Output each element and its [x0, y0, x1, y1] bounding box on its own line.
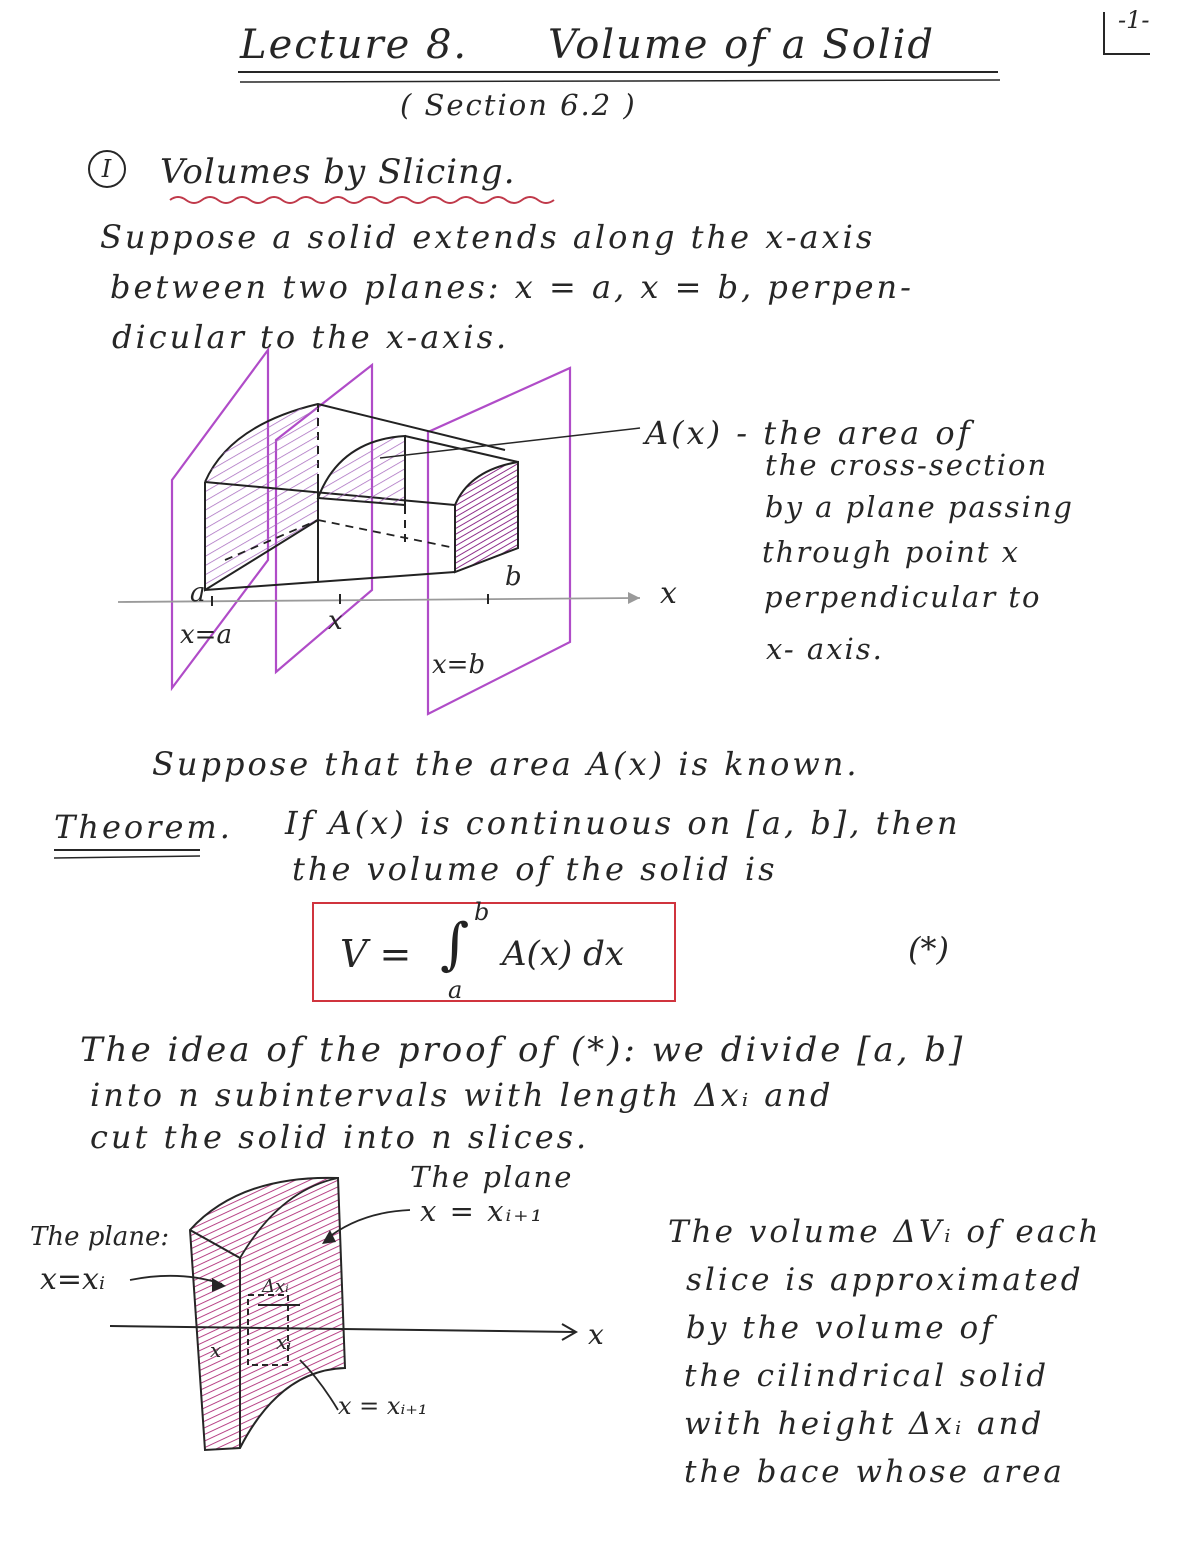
suppose-area-known: Suppose that the area A(x) is known.	[152, 745, 860, 783]
slice-line-6: the bace whose area	[684, 1454, 1065, 1490]
section-heading: Volumes by Slicing.	[160, 152, 516, 192]
fig1-callout-line-2: by a plane passing	[765, 490, 1074, 524]
fig1-plane-a-label: x=a	[180, 620, 232, 650]
fig1-callout-title: A(x) - the area of	[645, 414, 973, 452]
proof-line-3: cut the solid into n slices.	[90, 1118, 590, 1156]
formula-tag: (*)	[908, 930, 949, 968]
section-reference: ( Section 6.2 )	[400, 88, 637, 122]
proof-line-1: The idea of the proof of (*): we divide [a, b]	[80, 1030, 966, 1070]
formula-integrand: A(x) dx	[502, 934, 625, 974]
slice-line-5: with height Δxᵢ and	[684, 1406, 1045, 1442]
fig1-callout-line-4: perpendicular to	[764, 580, 1042, 614]
fig1-label-x-tick: x	[328, 606, 343, 636]
lower-limit: a	[448, 976, 463, 1004]
lecture-number: Lecture 8.	[240, 22, 469, 68]
intro-line-1: Suppose a solid extends along the x-axis	[100, 218, 876, 256]
integral-sign: ∫	[440, 912, 470, 977]
slice-line-1: The volume ΔVᵢ of each	[668, 1214, 1102, 1250]
fig1-axis-label: x	[660, 576, 677, 611]
formula-lhs: V =	[340, 932, 412, 976]
fig2-x-label: x	[210, 1338, 222, 1362]
fig2-plane-top-title: The plane	[410, 1160, 574, 1194]
section-number: I	[88, 150, 126, 188]
slice-line-3: by the volume of	[686, 1310, 996, 1346]
fig1-callout-line-3: through point x	[762, 535, 1020, 569]
page-number: -1-	[1118, 6, 1150, 34]
fig1-callout-line-5: x- axis.	[766, 632, 884, 666]
upper-limit: b	[474, 898, 490, 926]
theorem-label: Theorem.	[54, 808, 233, 846]
fig2-bottom-label: x = xᵢ₊₁	[338, 1392, 428, 1420]
fig1-callout-line-1: the cross-section	[765, 448, 1049, 482]
fig2-axis-label: x	[588, 1318, 604, 1351]
intro-line-2: between two planes: x = a, x = b, perpen-	[110, 268, 914, 306]
lecture-title: Volume of a Solid	[548, 22, 936, 68]
fig2-plane-left-title: The plane:	[30, 1222, 170, 1252]
intro-line-3: dicular to the x-axis.	[112, 318, 510, 356]
slice-line-2: slice is approximated	[686, 1262, 1084, 1298]
fig2-xi-label: xᵢ	[276, 1330, 292, 1354]
theorem-line-2: the volume of the solid is	[292, 850, 778, 888]
fig2-plane-top-eq: x = xᵢ₊₁	[420, 1194, 545, 1228]
fig2-plane-left-eq: x=xᵢ	[40, 1262, 106, 1297]
proof-line-2: into n subintervals with length Δxᵢ and	[90, 1076, 834, 1114]
fig1-label-a: a	[190, 578, 206, 608]
fig1-plane-b-label: x=b	[432, 650, 486, 680]
fig1-label-b: b	[505, 562, 522, 592]
theorem-line-1: If A(x) is continuous on [a, b], then	[285, 804, 961, 842]
slice-line-4: the cilindrical solid	[684, 1358, 1050, 1394]
fig2-delta-label: Δxᵢ	[262, 1276, 289, 1297]
